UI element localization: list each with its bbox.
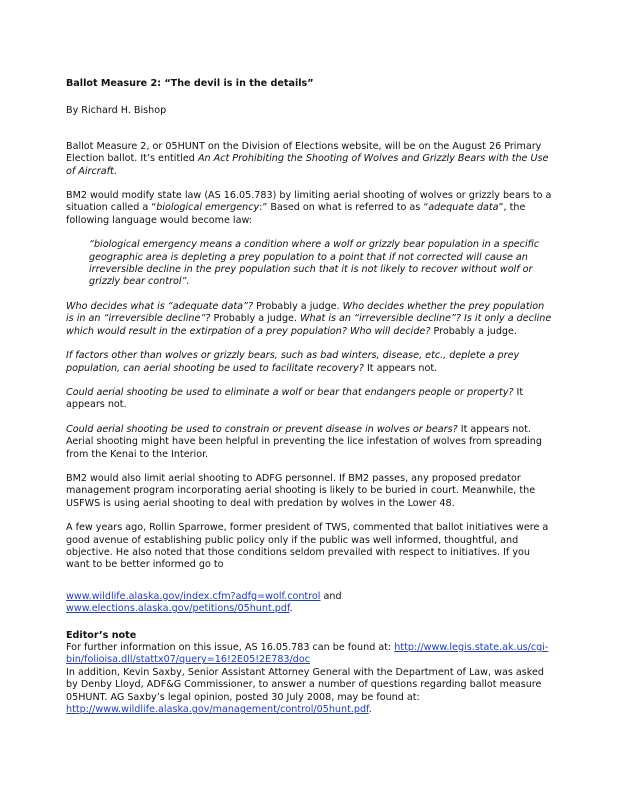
editor-line1-text: For further information on this issue, AS 16.05.783 can be found at:: [66, 642, 395, 653]
answer-3: Probably a judge.: [430, 325, 517, 337]
answer-2: Probably a judge.: [210, 313, 301, 325]
paragraph-disease: [66, 424, 554, 461]
links-and: and: [320, 590, 342, 602]
paragraph-who-decides: [66, 301, 554, 338]
question-1: Who decides what is “adequate data”?: [66, 300, 254, 312]
editor-note-line2: [66, 667, 554, 717]
paragraph-sparrowe: A few years ago, Rollin Sparrowe, former president of TWS, commented that ballot initiatives were a good avenue of establishing public policy only if the public was well informed, thoughtful, and objective. He also noted that those conditions seldom prevailed with respect to initiatives. If you want to be better informed go to: [66, 522, 549, 571]
paragraph-endangers: [66, 387, 554, 412]
paragraph-intro: [66, 141, 554, 178]
byline: By Richard H. Bishop: [66, 105, 167, 117]
paragraph-adfg-personnel: BM2 would also limit aerial shooting to ADFG personnel. If BM2 passes, any proposed predator management program incorporating aerial shooting is likely to be buried in court. Meanwhile, the USFWS is using aerial shooting to deal with predation by wolves in the Lower 48.: [66, 472, 536, 509]
answer-endangers: It appears not.: [66, 386, 524, 411]
bm2-term-biological-emergency: biological emergency: [156, 202, 260, 214]
question-other-factors: If factors other than wolves or grizzly bears, such as bad winters, disease, etc., deplete a prey population, can aerial shooting be used to facilitate recovery?: [66, 350, 520, 374]
links-line: [66, 591, 554, 616]
intro-text: Ballot Measure 2, or 05HUNT on the Division of Elections website, will be on the August 26 Primary Election ballot. It’s entitled: [66, 140, 542, 165]
question-disease: Could aerial shooting be used to constrain or prevent disease in wolves or bears?: [66, 423, 458, 435]
ag-opinion-link[interactable]: http://www.wildlife.alaska.gov/management/control/05hunt.pdf: [66, 704, 369, 716]
editor-note-line1: [66, 642, 554, 667]
question-endangers: Could aerial shooting be used to eliminate a wolf or bear that endangers people or property?: [66, 386, 514, 398]
editor-note-heading: Editor’s note: [66, 629, 137, 641]
document-page: [66, 78, 554, 716]
editor-line2-text: In addition, Kevin Saxby, Senior Assistant Attorney General with the Department of Law, was asked by Denby Lloyd, ADF&G Commissioner, to answer a number of questions regarding ballot measure 05HUNT. AG Saxby’s legal opinion, posted 30 July 2008, may be found at:: [66, 666, 544, 703]
answer-disease: It appears not. Aerial shooting might have been helpful in preventing the lice infestation of wolves from spreading from the Kenai to the Interior.: [66, 423, 542, 460]
answer-1: Probably a judge.: [253, 300, 343, 312]
bm2-text-a: BM2 would modify state law (AS 16.05.783) by limiting aerial shooting of wolves or grizzly bears to a situation called a “: [66, 190, 552, 214]
question-2: Who decides whether the prey population is in an “irreversible decline”?: [66, 300, 545, 325]
bm2-text-e: ”, the following language would become law:: [66, 202, 526, 226]
bm2-term-adequate-data: adequate data: [428, 202, 499, 214]
act-title: An Act Prohibiting the Shooting of Wolves and Grizzly Bears with the Use of Aircraft: [66, 153, 549, 177]
elections-petition-link[interactable]: www.elections.alaska.gov/petitions/05hunt.pdf: [66, 603, 290, 615]
intro-end: .: [113, 165, 117, 177]
links-end: .: [289, 603, 293, 615]
document-title: Ballot Measure 2: “The devil is in the details”: [66, 78, 314, 89]
legis-statute-link[interactable]: http://www.legis.state.ak.us/cgi-bin/folioisa.dll/stattx07/query=16!2E05!2E783/doc: [66, 642, 549, 666]
editor-end: .: [368, 704, 372, 716]
paragraph-other-factors: [66, 350, 554, 375]
question-3: What is an “irreversible decline”? Is it only a decline which would result in the extirpation of a prey population? Who will decide?: [66, 313, 552, 337]
law-quote: “biological emergency means a condition where a wolf or grizzly bear population in a specific geographic area is depleting a prey population to a point that if not corrected will cause an irreversible decline in the prey population such that it is not likely to recover without wolf or grizzly bear control”.: [89, 239, 540, 288]
wolf-control-link[interactable]: www.wildlife.alaska.gov/index.cfm?adfg=wolf.control: [66, 590, 321, 602]
answer-other-factors: It appears not.: [363, 362, 438, 374]
paragraph-bm2-modify: [66, 190, 554, 227]
bm2-text-c: :” Based on what is referred to as “: [259, 202, 429, 214]
